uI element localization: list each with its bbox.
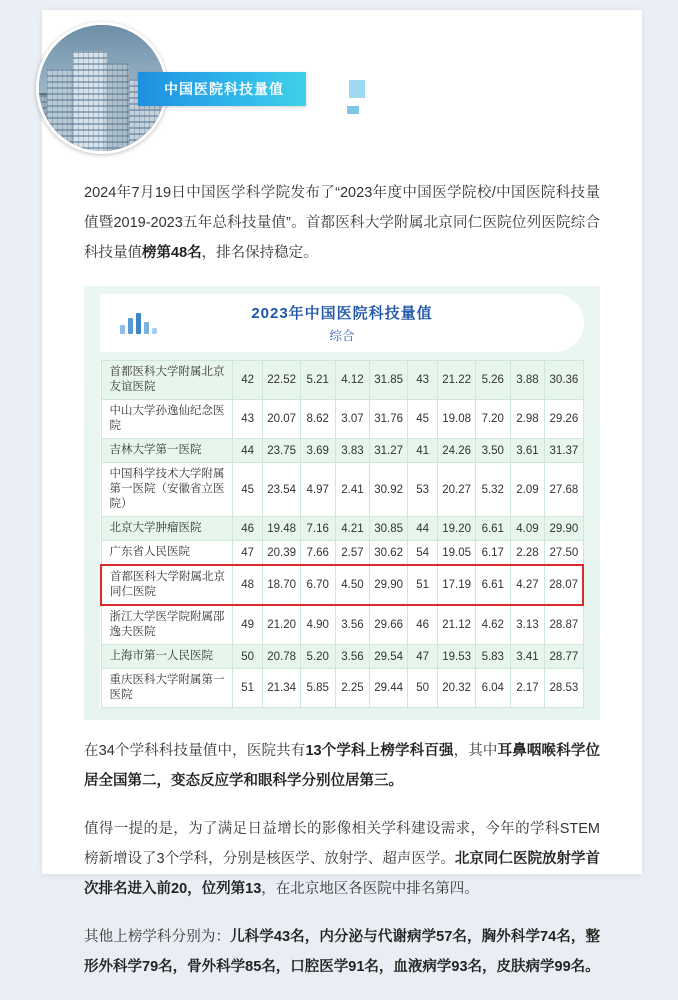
value-cell: 19.48 xyxy=(263,517,301,541)
rank-table-block xyxy=(84,286,600,720)
paragraph-new-disciplines xyxy=(84,814,600,904)
value-cell: 2.17 xyxy=(510,669,545,708)
body-text: 在34个学科科技量值中，医院共有 xyxy=(84,743,306,759)
emphasis-text: 北京同仁医院放射学首次排名进入前20，位列第13 xyxy=(84,851,601,897)
value-cell: 31.76 xyxy=(370,400,408,439)
value-cell: 18.70 xyxy=(263,565,301,605)
chart-title-pill xyxy=(100,294,584,352)
value-cell: 44 xyxy=(407,517,437,541)
value-cell: 3.83 xyxy=(335,439,370,463)
value-cell: 27.68 xyxy=(545,463,583,517)
value-cell: 23.54 xyxy=(263,463,301,517)
body-text: ，排名保持稳定。 xyxy=(201,245,318,261)
body-text: ，在北京地区各医院中排名第四。 xyxy=(261,881,479,897)
ribbon-tail-decoration xyxy=(347,106,359,114)
value-cell: 45 xyxy=(407,400,437,439)
value-cell: 28.53 xyxy=(545,669,583,708)
ribbon-tail-decoration xyxy=(349,80,365,98)
paragraph-intro xyxy=(84,178,600,268)
value-cell: 6.61 xyxy=(475,565,510,605)
emphasis-text: 耳鼻咽喉科学位居全国第二，变态反应学和眼科学分别位居第三。 xyxy=(84,743,600,789)
value-cell: 45 xyxy=(232,463,262,517)
table-row xyxy=(101,463,583,517)
chart-title: 2023年中国医院科技量值 xyxy=(251,305,433,322)
value-cell: 28.87 xyxy=(545,605,583,645)
value-cell: 30.36 xyxy=(545,361,583,400)
value-cell: 23.75 xyxy=(263,439,301,463)
value-cell: 7.66 xyxy=(300,541,335,566)
value-cell: 3.13 xyxy=(510,605,545,645)
building-shape xyxy=(107,63,129,151)
header-ribbon-title: 中国医院科技量值 xyxy=(138,72,306,106)
value-cell: 31.85 xyxy=(370,361,408,400)
value-cell: 44 xyxy=(232,439,262,463)
value-cell: 30.85 xyxy=(370,517,408,541)
value-cell: 51 xyxy=(232,669,262,708)
hospital-name-cell: 重庆医科大学附属第一医院 xyxy=(101,669,232,708)
hospital-name-cell: 首都医科大学附属北京同仁医院 xyxy=(101,565,232,605)
value-cell: 54 xyxy=(407,541,437,566)
value-cell: 17.19 xyxy=(438,565,476,605)
value-cell: 3.56 xyxy=(335,605,370,645)
value-cell: 21.20 xyxy=(263,605,301,645)
value-cell: 47 xyxy=(407,645,437,669)
value-cell: 4.21 xyxy=(335,517,370,541)
value-cell: 51 xyxy=(407,565,437,605)
value-cell: 22.52 xyxy=(263,361,301,400)
value-cell: 4.62 xyxy=(475,605,510,645)
value-cell: 6.17 xyxy=(475,541,510,566)
table-row xyxy=(101,361,583,400)
value-cell: 2.25 xyxy=(335,669,370,708)
value-cell: 2.57 xyxy=(335,541,370,566)
article-card xyxy=(42,10,642,975)
value-cell: 43 xyxy=(407,361,437,400)
hospital-name-cell: 浙江大学医学院附属邵逸夫医院 xyxy=(101,605,232,645)
value-cell: 28.07 xyxy=(545,565,583,605)
building-shape xyxy=(73,51,107,151)
body-text: 值得一提的是，为了满足日益增长的影像相关学科建设需求，今年的学科STEM榜新增设了3个学科，分别是核医学、放射学、超声医学。 xyxy=(84,821,600,867)
value-cell: 20.07 xyxy=(263,400,301,439)
value-cell: 28.77 xyxy=(545,645,583,669)
table-row xyxy=(101,541,583,566)
value-cell: 2.41 xyxy=(335,463,370,517)
value-cell: 30.92 xyxy=(370,463,408,517)
value-cell: 19.05 xyxy=(438,541,476,566)
value-cell: 20.32 xyxy=(438,669,476,708)
table-row xyxy=(101,605,583,645)
value-cell: 46 xyxy=(407,605,437,645)
hospital-name-cell: 首都医科大学附属北京友谊医院 xyxy=(101,361,232,400)
value-cell: 31.27 xyxy=(370,439,408,463)
emphasis-text: 13个学科上榜学科百强 xyxy=(305,743,454,759)
value-cell: 21.12 xyxy=(438,605,476,645)
value-cell: 4.12 xyxy=(335,361,370,400)
body-text: ，其中 xyxy=(453,743,498,759)
emphasis-text: 儿科学43名，内分泌与代谢病学57名，胸外科学74名，整形外科学79名，骨外科学85名，口腔医学91名，血液病学93名，皮肤病学99名。 xyxy=(84,929,600,975)
value-cell: 3.41 xyxy=(510,645,545,669)
value-cell: 21.22 xyxy=(438,361,476,400)
table-row xyxy=(101,439,583,463)
value-cell: 47 xyxy=(232,541,262,566)
value-cell: 2.98 xyxy=(510,400,545,439)
value-cell: 20.39 xyxy=(263,541,301,566)
hospital-name-cell: 中国科学技术大学附属第一医院（安徽省立医院） xyxy=(101,463,232,517)
value-cell: 4.09 xyxy=(510,517,545,541)
value-cell: 6.70 xyxy=(300,565,335,605)
value-cell: 20.78 xyxy=(263,645,301,669)
value-cell: 20.27 xyxy=(438,463,476,517)
bar-chart-icon xyxy=(120,312,160,334)
value-cell: 24.26 xyxy=(438,439,476,463)
value-cell: 3.88 xyxy=(510,361,545,400)
table-row xyxy=(101,565,583,605)
value-cell: 29.26 xyxy=(545,400,583,439)
body-text: 其他上榜学科分别为： xyxy=(84,929,231,945)
value-cell: 19.08 xyxy=(438,400,476,439)
emphasis-text: 榜第48名 xyxy=(142,245,202,261)
value-cell: 29.66 xyxy=(370,605,408,645)
chart-title-area xyxy=(84,286,600,360)
value-cell: 5.32 xyxy=(475,463,510,517)
value-cell: 42 xyxy=(232,361,262,400)
paragraph-disciplines xyxy=(84,736,600,796)
table-row xyxy=(101,669,583,708)
value-cell: 50 xyxy=(232,645,262,669)
value-cell: 3.56 xyxy=(335,645,370,669)
hospital-name-cell: 广东省人民医院 xyxy=(101,541,232,566)
value-cell: 29.44 xyxy=(370,669,408,708)
table-row xyxy=(101,645,583,669)
value-cell: 29.54 xyxy=(370,645,408,669)
value-cell: 46 xyxy=(232,517,262,541)
value-cell: 50 xyxy=(407,669,437,708)
value-cell: 2.09 xyxy=(510,463,545,517)
value-cell: 48 xyxy=(232,565,262,605)
value-cell: 29.90 xyxy=(370,565,408,605)
value-cell: 21.34 xyxy=(263,669,301,708)
value-cell: 3.50 xyxy=(475,439,510,463)
hospital-name-cell: 上海市第一人民医院 xyxy=(101,645,232,669)
value-cell: 53 xyxy=(407,463,437,517)
value-cell: 7.16 xyxy=(300,517,335,541)
value-cell: 2.28 xyxy=(510,541,545,566)
value-cell: 5.85 xyxy=(300,669,335,708)
value-cell: 5.20 xyxy=(300,645,335,669)
value-cell: 19.20 xyxy=(438,517,476,541)
article-header xyxy=(42,10,642,160)
value-cell: 19.53 xyxy=(438,645,476,669)
value-cell: 49 xyxy=(232,605,262,645)
value-cell: 3.61 xyxy=(510,439,545,463)
value-cell: 27.50 xyxy=(545,541,583,566)
value-cell: 4.90 xyxy=(300,605,335,645)
value-cell: 31.37 xyxy=(545,439,583,463)
value-cell: 4.27 xyxy=(510,565,545,605)
value-cell: 7.20 xyxy=(475,400,510,439)
value-cell: 5.26 xyxy=(475,361,510,400)
hospital-name-cell: 吉林大学第一医院 xyxy=(101,439,232,463)
table-row xyxy=(101,400,583,439)
value-cell: 5.83 xyxy=(475,645,510,669)
table-row xyxy=(101,517,583,541)
value-cell: 41 xyxy=(407,439,437,463)
article-body xyxy=(84,178,600,1000)
body-text: 2024年7月19日中国医学科学院发布了“2023年度中国医学院校/中国医院科技量值暨2019-2023五年总科技量值”。首都医科大学附属北京同仁医院位列医院综合科技量值 xyxy=(84,185,600,261)
chart-subtitle: 综合 xyxy=(329,329,355,343)
value-cell: 30.62 xyxy=(370,541,408,566)
rank-table xyxy=(100,360,584,708)
hospital-name-cell: 中山大学孙逸仙纪念医院 xyxy=(101,400,232,439)
value-cell: 3.07 xyxy=(335,400,370,439)
value-cell: 6.04 xyxy=(475,669,510,708)
hospital-name-cell: 北京大学肿瘤医院 xyxy=(101,517,232,541)
value-cell: 8.62 xyxy=(300,400,335,439)
value-cell: 4.97 xyxy=(300,463,335,517)
value-cell: 4.50 xyxy=(335,565,370,605)
building-shape xyxy=(47,69,73,151)
value-cell: 29.90 xyxy=(545,517,583,541)
value-cell: 3.69 xyxy=(300,439,335,463)
value-cell: 43 xyxy=(232,400,262,439)
paragraph-other-ranks xyxy=(84,922,600,982)
value-cell: 5.21 xyxy=(300,361,335,400)
value-cell: 6.61 xyxy=(475,517,510,541)
